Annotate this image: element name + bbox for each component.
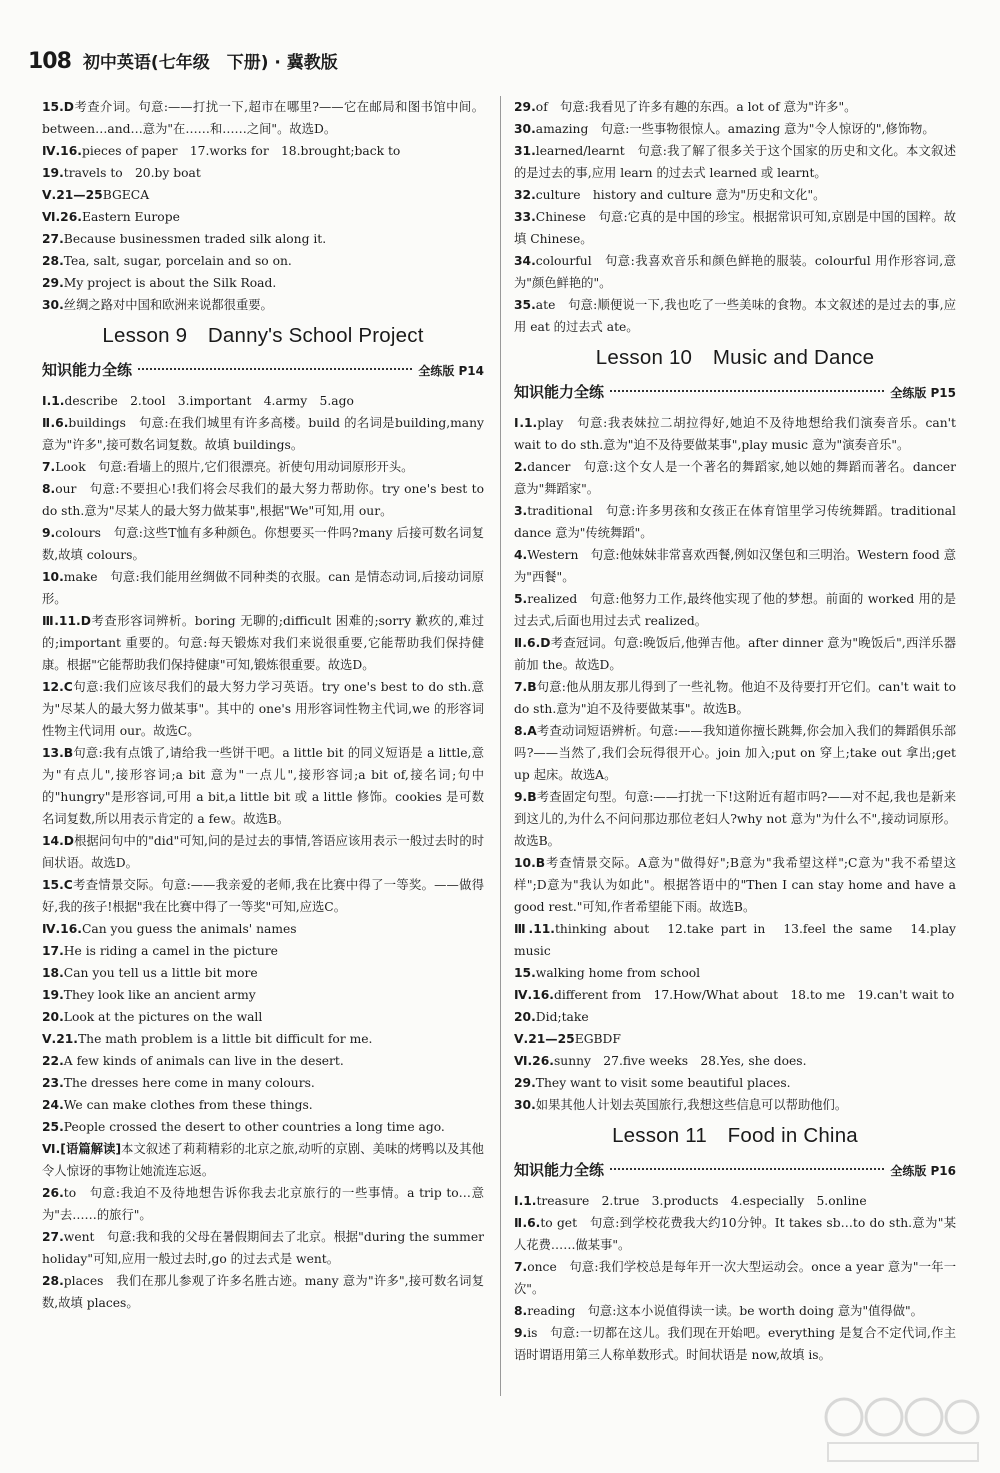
answer-text: Did;take xyxy=(535,1010,589,1024)
answer-text: colours 句意:这些T恤有多种颜色。你想要买一件吗?many 后接可数名词复数,故填 colours。 xyxy=(42,526,484,562)
book-title: 初中英语(七年级 下册) · 冀教版 xyxy=(82,53,338,73)
answer-text: Chinese 句意:它真的是中国的珍宝。根据常识可知,京剧是中国的国粹。故填 Chinese。 xyxy=(514,210,956,246)
answer-number: Ⅱ.6.D xyxy=(514,636,551,650)
answer-item xyxy=(42,1006,484,1028)
answer-item xyxy=(514,588,956,632)
answer-number: 28. xyxy=(42,254,64,268)
answer-text: dancer 句意:这个女人是一个著名的舞蹈家,她以她的舞蹈而著名。dancer 意为"舞蹈家"。 xyxy=(514,460,956,496)
answer-text: our 句意:不要担心!我们将会尽我们的最大努力帮助你。try one's best to do sth.意为"尽某人的最大努力做某事",根据"We"可知,用 our。 xyxy=(42,482,484,518)
answer-text: went 句意:我和我的父母在暑假期间去了北京。根据"during the summer holiday"可知,应用一般过去时,go 的过去式是 went。 xyxy=(42,1230,484,1266)
answer-item xyxy=(42,676,484,742)
answer-number: 7. xyxy=(514,1260,528,1274)
answer-item xyxy=(42,228,484,250)
answer-number: 17. xyxy=(42,944,64,958)
answer-text: EGBDF xyxy=(574,1032,621,1046)
answer-item xyxy=(42,830,484,874)
answer-text: 考查情景交际。A意为"做得好";B意为"我希望这样";C意为"我不希望这样";D意为"我认为如此"。根据答语中的"Then I can stay home and have a good rest."可知,作者希望能下雨。故选B。 xyxy=(514,856,956,914)
answer-item xyxy=(42,250,484,272)
answer-number: 4. xyxy=(514,548,528,562)
answer-number: Ⅴ.21. xyxy=(42,1032,78,1046)
answer-number: 33. xyxy=(514,210,536,224)
answer-text: culture history and culture 意为"历史和文化"。 xyxy=(535,188,826,202)
answer-item xyxy=(42,1028,484,1050)
answer-number: Ⅰ.1. xyxy=(514,1194,537,1208)
answer-number: 19. xyxy=(42,166,64,180)
answer-text: colourful 句意:我喜欢音乐和颜色鲜艳的服装。colourful 用作形容词,意为"颜色鲜艳的"。 xyxy=(514,254,956,290)
answer-item xyxy=(514,1028,956,1050)
answer-number: 2. xyxy=(514,460,528,474)
answer-item xyxy=(514,544,956,588)
answer-number: 15.D xyxy=(42,100,74,114)
section-heading xyxy=(514,378,956,406)
answer-item xyxy=(42,1270,484,1314)
answer-number: 26. xyxy=(42,1186,64,1200)
answer-text: buildings 句意:在我们城里有许多高楼。build 的名词是building,many 意为"许多",接可数名词复数。故填 buildings。 xyxy=(42,416,484,452)
answer-number: Ⅳ.16. xyxy=(42,144,82,158)
answer-number: 19. xyxy=(42,988,64,1002)
answer-number: Ⅱ.6. xyxy=(42,416,69,430)
answer-item xyxy=(514,96,956,118)
column-divider xyxy=(500,96,501,1396)
answer-text: Because businessmen traded silk along it. xyxy=(63,232,327,246)
section-page-ref: 全练版 P15 xyxy=(890,386,956,400)
answer-text: 句意:我有点饿了,请给我一些饼干吧。a little bit 的同义短语是 a little,意为"有点儿",接形容词;a bit 意为"一点儿",接形容词;a bit of,接名词;句中的"hungry"是形容词,可用 a bit,a little bit 或 a little 修饰。cookies 是可数名词复数,所以用表示肯定的 a few。故选B。 xyxy=(42,746,484,826)
answer-text: realized 句意:他努力工作,最终他实现了他的梦想。前面的 worked 用的是过去式,后面也用过去式 realized。 xyxy=(514,592,956,628)
answer-text: 根据问句中的"did"可知,问的是过去的事情,答语应该用表示一般过去时的时间状语。故选D。 xyxy=(42,834,484,870)
answer-text: 如果其他人计划去英国旅行,我想这些信息可以帮助他们。 xyxy=(535,1098,848,1112)
answer-text: Can you guess the animals' names xyxy=(81,922,297,936)
answer-item xyxy=(42,918,484,940)
answer-item xyxy=(42,742,484,830)
section-heading xyxy=(42,356,484,384)
right-column xyxy=(514,96,956,1366)
answer-text: Look 句意:看墙上的照片,它们很漂亮。祈使句用动词原形开头。 xyxy=(55,460,414,474)
answer-item xyxy=(42,1050,484,1072)
answer-item xyxy=(514,412,956,456)
answer-item xyxy=(42,940,484,962)
answer-number: Ⅳ.16. xyxy=(42,922,82,936)
answer-text: A few kinds of animals can live in the desert. xyxy=(63,1054,344,1068)
answer-item xyxy=(42,962,484,984)
answer-item xyxy=(514,984,956,1006)
answer-number: 9. xyxy=(42,526,56,540)
answer-text: 考查冠词。句意:晚饭后,他弹吉他。after dinner 意为"晚饭后",西洋乐器前加 the。故选D。 xyxy=(514,636,956,672)
answer-number: Ⅲ.11.D xyxy=(42,614,91,628)
answer-item xyxy=(42,162,484,184)
answer-number: 29. xyxy=(514,1076,536,1090)
answer-item xyxy=(514,1072,956,1094)
left-column xyxy=(42,96,484,1314)
answer-text: 考查介词。句意:——打扰一下,超市在哪里?——它在邮局和图书馆中间。between…and…意为"在……和……之间"。故选D。 xyxy=(42,100,484,136)
lesson-heading: Lesson 9 Danny's School Project xyxy=(102,324,424,347)
answer-text: 句意:他从朋友那儿得到了一些礼物。他迫不及待要打开它们。can't wait to do sth.意为"迫不及待要做某事"。故选B。 xyxy=(514,680,956,716)
answer-text: is 句意:一切都在这儿。我们现在开始吧。everything 是复合不定代词,作主语时谓语用第三人称单数形式。时间状语是 now,故填 is。 xyxy=(514,1326,956,1362)
answer-text: 考查固定句型。句意:——打扰一下!这附近有超市吗?——对不起,我也是新来到这儿的,为什么不问问那边那位老妇人?why not 意为"为什么不",接动词原形。故选B。 xyxy=(514,790,956,848)
answer-number: 7. xyxy=(42,460,56,474)
answer-number: Ⅲ.11. xyxy=(514,922,555,936)
answer-text: learned/learnt 句意:我了解了很多关于这个国家的历史和文化。本文叙述的是过去的事,应用 learn 的过去式 learned 或 learnt。 xyxy=(514,144,956,180)
answer-item xyxy=(42,610,484,676)
lesson-heading: Lesson 10 Music and Dance xyxy=(595,346,875,369)
answer-item xyxy=(42,140,484,162)
answer-item xyxy=(42,478,484,522)
answer-item xyxy=(514,1190,956,1212)
answer-item xyxy=(514,962,956,984)
answer-number: 9. xyxy=(514,1326,528,1340)
section-title: 知识能力全练 xyxy=(514,1161,605,1179)
answer-text: 丝绸之路对中国和欧洲来说都很重要。 xyxy=(63,298,273,312)
answer-text: sunny 27.five weeks 28.Yes, she does. xyxy=(553,1054,807,1068)
answer-item xyxy=(42,294,484,316)
answer-item xyxy=(42,566,484,610)
answer-text: different from 17.How/What about 18.to me 19.can't wait to xyxy=(553,988,955,1002)
answer-number: 30. xyxy=(514,122,536,136)
answer-number: 7.B xyxy=(514,680,537,694)
answer-item xyxy=(514,294,956,338)
answer-item xyxy=(514,786,956,852)
answer-text: of 句意:我看见了许多有趣的东西。a lot of 意为"许多"。 xyxy=(535,100,857,114)
answer-text: travels to 20.by boat xyxy=(63,166,201,180)
answer-text: They look like an ancient army xyxy=(63,988,256,1002)
answer-item xyxy=(42,1116,484,1138)
answer-item xyxy=(42,206,484,228)
answer-text: Western 句意:他妹妹非常喜欢西餐,例如汉堡包和三明治。Western food 意为"西餐"。 xyxy=(514,548,956,584)
answer-text: People crossed the desert to other countries a long time ago. xyxy=(63,1120,445,1134)
answer-text: to get 句意:到学校花费我大约10分钟。It takes sb…to do sth.意为"某人花费……做某事"。 xyxy=(514,1216,957,1252)
dotted-leader xyxy=(610,390,884,392)
answer-number: 30. xyxy=(42,298,64,312)
answer-item xyxy=(514,676,956,720)
answer-text: play 句意:我表妹拉二胡拉得好,她迫不及待地想给我们演奏音乐。can't wait to do sth.意为"迫不及待要做某事",play music 意为"演奏音乐"。 xyxy=(514,416,956,452)
answer-number: 18. xyxy=(42,966,64,980)
answer-text: He is riding a camel in the picture xyxy=(63,944,278,958)
answer-text: They want to visit some beautiful places. xyxy=(535,1076,791,1090)
watermark-logo xyxy=(822,1387,982,1465)
section-page-ref: 全练版 P14 xyxy=(418,364,484,378)
answer-number: 10. xyxy=(42,570,64,584)
answer-item xyxy=(42,456,484,478)
answer-number: 15. xyxy=(514,966,536,980)
answer-number: 27. xyxy=(42,1230,64,1244)
answer-item xyxy=(42,1072,484,1094)
answer-text: make 句意:我们能用丝绸做不同种类的衣服。can 是情态动词,后接动词原形。 xyxy=(42,570,484,606)
answer-item xyxy=(42,412,484,456)
answer-text: Look at the pictures on the wall xyxy=(63,1010,263,1024)
answer-item xyxy=(514,1050,956,1072)
answer-text: places 我们在那儿参观了许多名胜古迹。many 意为"许多",接可数名词复数,故填 places。 xyxy=(42,1274,484,1310)
answer-number: 10.B xyxy=(514,856,546,870)
answer-number: 3. xyxy=(514,504,528,518)
answer-number: 9.B xyxy=(514,790,537,804)
answer-text: The dresses here come in many colours. xyxy=(63,1076,315,1090)
answer-text: describe 2.tool 3.important 4.army 5.ago xyxy=(64,394,354,408)
answer-item xyxy=(42,1226,484,1270)
answer-number: 25. xyxy=(42,1120,64,1134)
answer-number: 8.A xyxy=(514,724,537,738)
answer-number: 29. xyxy=(514,100,536,114)
answer-text: walking home from school xyxy=(535,966,701,980)
answer-item xyxy=(514,1300,956,1322)
answer-number: Ⅱ.6. xyxy=(514,1216,541,1230)
answer-item xyxy=(42,184,484,206)
answer-number: 31. xyxy=(514,144,536,158)
answer-item xyxy=(42,272,484,294)
answer-text: once 句意:我们学校总是每年开一次大型运动会。once a year 意为"一年一次"。 xyxy=(514,1260,956,1296)
answer-number: 29. xyxy=(42,276,64,290)
answer-text: The math problem is a little bit difficult for me. xyxy=(77,1032,373,1046)
answer-number: Ⅵ.26. xyxy=(514,1054,554,1068)
answer-text: My project is about the Silk Road. xyxy=(63,276,277,290)
answer-item xyxy=(514,118,956,140)
answer-item xyxy=(514,206,956,250)
answer-item xyxy=(514,456,956,500)
answer-text: 考查形容词辨析。boring 无聊的;difficult 困难的;sorry 歉疚的,难过的;important 重要的。句意:每天锻炼对我们来说很重要,它能帮助我们保持健康。根据"它能帮助我们保持健康"可知,锻炼很重要。故选D。 xyxy=(42,614,484,672)
answer-number: Ⅴ.21—25 xyxy=(42,188,103,202)
answer-item xyxy=(514,1322,956,1366)
section-page-ref: 全练版 P16 xyxy=(890,1164,956,1178)
answer-number: 8. xyxy=(514,1304,528,1318)
dotted-leader xyxy=(138,368,412,370)
answer-number: 13.B xyxy=(42,746,74,760)
answer-number: 24. xyxy=(42,1098,64,1112)
answer-text: thinking about 12.take part in 13.feel the same 14.play music xyxy=(514,922,956,958)
answer-text: traditional 句意:许多男孩和女孩正在体育馆里学习传统舞蹈。traditional dance 意为"传统舞蹈"。 xyxy=(514,504,956,540)
answer-number: Ⅰ.1. xyxy=(42,394,65,408)
answer-number: 23. xyxy=(42,1076,64,1090)
answer-text: 考查动词短语辨析。句意:——我知道你擅长跳舞,你会加入我们的舞蹈俱乐部吗?——当然了,我们会玩得很开心。join 加入;put on 穿上;take out 拿出;get up 起床。故选A。 xyxy=(514,724,956,782)
answer-item xyxy=(514,184,956,206)
answer-item xyxy=(42,1138,484,1182)
answer-text: amazing 句意:一些事物很惊人。amazing 意为"令人惊讶的",修饰物。 xyxy=(535,122,935,136)
answer-item xyxy=(514,1212,956,1256)
answer-text: reading 句意:这本小说值得读一读。be worth doing 意为"值得做"。 xyxy=(527,1304,923,1318)
answer-number: 8. xyxy=(42,482,56,496)
answer-number: Ⅰ.1. xyxy=(514,416,538,430)
answer-number: 20. xyxy=(514,1010,536,1024)
answer-item xyxy=(514,250,956,294)
answer-number: 28. xyxy=(42,1274,64,1288)
page-header xyxy=(28,48,338,82)
answer-number: Ⅳ.16. xyxy=(514,988,554,1002)
section-title: 知识能力全练 xyxy=(514,383,605,401)
answer-number: 5. xyxy=(514,592,528,606)
answer-text: We can make clothes from these things. xyxy=(63,1098,313,1112)
answer-item xyxy=(514,500,956,544)
answer-text: Tea, salt, sugar, porcelain and so on. xyxy=(63,254,292,268)
answer-number: 15.C xyxy=(42,878,73,892)
answer-number: 30. xyxy=(514,1098,536,1112)
answer-item xyxy=(42,1182,484,1226)
answer-number: Ⅵ.[语篇解读] xyxy=(42,1142,122,1156)
section-heading xyxy=(514,1156,956,1184)
answer-text: treasure 2.true 3.products 4.especially 5.online xyxy=(536,1194,867,1208)
answer-number: 22. xyxy=(42,1054,64,1068)
answer-item xyxy=(514,720,956,786)
answer-item xyxy=(514,632,956,676)
answer-item xyxy=(42,874,484,918)
answer-number: 32. xyxy=(514,188,536,202)
answer-text: pieces of paper 17.works for 18.brought;back to xyxy=(81,144,401,158)
answer-item xyxy=(514,1006,956,1028)
section-title: 知识能力全练 xyxy=(42,361,133,379)
page-number: 108 xyxy=(28,49,71,74)
answer-item xyxy=(42,984,484,1006)
answer-text: 本文叙述了莉莉精彩的北京之旅,动听的京剧、美味的烤鸭以及其他令人惊讶的事物让她流连忘返。 xyxy=(42,1142,484,1178)
answer-number: 12.C xyxy=(42,680,73,694)
answer-item xyxy=(514,852,956,918)
answer-item xyxy=(42,96,484,140)
answer-number: Ⅴ.21—25 xyxy=(514,1032,575,1046)
answer-item xyxy=(514,140,956,184)
answer-text: ate 句意:顺便说一下,我也吃了一些美味的食物。本文叙述的是过去的事,应用 eat 的过去式 ate。 xyxy=(514,298,956,334)
answer-text: to 句意:我迫不及待地想告诉你我去北京旅行的一些事情。a trip to…意为"去……的旅行"。 xyxy=(42,1186,484,1222)
answer-number: 35. xyxy=(514,298,536,312)
answer-number: Ⅵ.26. xyxy=(42,210,82,224)
answer-text: Eastern Europe xyxy=(81,210,180,224)
answer-number: 27. xyxy=(42,232,64,246)
answer-number: 20. xyxy=(42,1010,64,1024)
answer-item xyxy=(514,1256,956,1300)
answer-item xyxy=(514,918,956,962)
answer-item xyxy=(42,522,484,566)
answer-text: 考查情景交际。句意:——我亲爱的老师,我在比赛中得了一等奖。——做得好,我的孩子!根据"我在比赛中得了一等奖"可知,应选C。 xyxy=(42,878,484,914)
answer-item xyxy=(42,1094,484,1116)
lesson-heading: Lesson 11 Food in China xyxy=(612,1124,858,1147)
answer-number: 34. xyxy=(514,254,536,268)
answer-item xyxy=(42,390,484,412)
answer-item xyxy=(514,1094,956,1116)
dotted-leader xyxy=(610,1168,884,1170)
answer-text: 句意:我们应该尽我们的最大努力学习英语。try one's best to do sth.意为"尽某人的最大努力做某事"。其中的 one's 用形容词性物主代词,we 的形容词性物主代词用 our。故选C。 xyxy=(42,680,484,738)
answer-text: BGECA xyxy=(102,188,150,202)
answer-text: Can you tell us a little bit more xyxy=(63,966,258,980)
answer-number: 14.D xyxy=(42,834,74,848)
